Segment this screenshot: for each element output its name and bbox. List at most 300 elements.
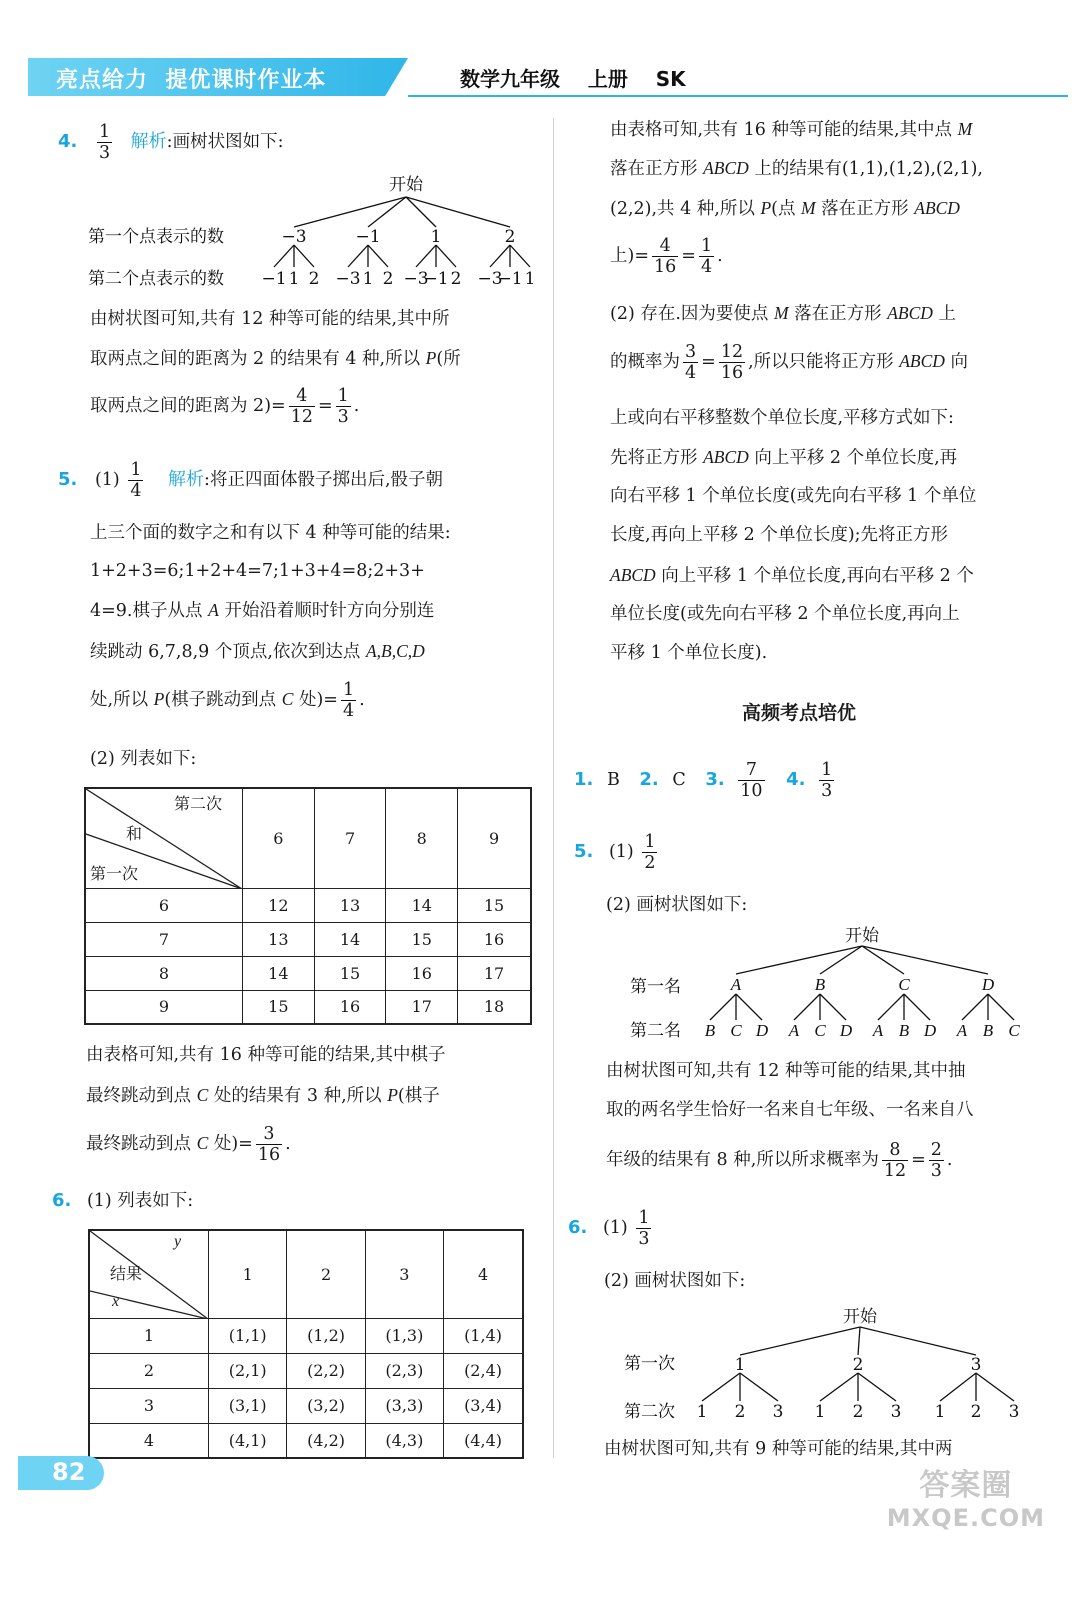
q6-part1-label: (1) 列表如下: <box>86 1191 194 1211</box>
cell: 16 <box>458 922 531 956</box>
r-result-line <box>610 236 723 277</box>
var: C <box>281 689 294 709</box>
var: ABCD <box>703 158 749 178</box>
var: ABCD <box>610 565 656 585</box>
rq5-tree-leaf: D <box>755 1021 769 1040</box>
column-header: 3 <box>365 1230 443 1318</box>
text: 落在正方形 <box>815 199 915 219</box>
q4-text-line: 由树状图可知,共有 12 种等可能的结果,其中所 <box>90 309 450 329</box>
corner-top-label: y <box>174 1233 182 1250</box>
section-heading: 高频考点培优 <box>742 702 857 724</box>
text: 处,所以 <box>90 690 154 710</box>
column-divider <box>553 118 554 1458</box>
q5-answer-fraction <box>128 460 143 501</box>
text: 向上平移 1 个单位长度,再向右平移 2 个 <box>655 566 974 586</box>
cell: (4,3) <box>365 1423 443 1458</box>
var: P <box>425 348 437 368</box>
watermark <box>887 1470 1045 1534</box>
text: 处)= <box>293 690 338 710</box>
r-text-line: 上或向右平移整数个单位长度,平移方式如下: <box>610 408 954 428</box>
corner-bottom-label: x <box>112 1293 120 1310</box>
cell: 14 <box>243 956 315 990</box>
row-header: 3 <box>89 1388 209 1423</box>
q4-tree-leaf: 2 <box>308 269 320 289</box>
fraction <box>882 1140 908 1181</box>
numerator: 4 <box>289 386 315 407</box>
cell: (2,2) <box>287 1353 365 1388</box>
cell: (4,4) <box>444 1423 523 1458</box>
denominator: 16 <box>257 1145 281 1165</box>
answer: C <box>672 770 686 790</box>
cell: (2,4) <box>444 1353 523 1388</box>
r-text-line <box>610 444 957 471</box>
r-text-line <box>610 342 968 383</box>
page-number-tab <box>18 1456 104 1490</box>
numerator: 2 <box>930 1140 942 1160</box>
fraction <box>256 1124 282 1165</box>
rq5-tree-leaf: B <box>898 1021 910 1040</box>
fraction <box>341 680 356 721</box>
rq5-tree-node: B <box>814 975 826 994</box>
fraction <box>699 236 714 277</box>
q4-analysis-tag: 解析 <box>130 131 167 152</box>
var: P <box>760 198 772 218</box>
rq5-part2-label: (2) 画树状图如下: <box>606 895 748 915</box>
var: ABCD <box>914 198 960 218</box>
q4-tree-node: −1 <box>355 227 381 247</box>
denominator: 12 <box>290 407 313 427</box>
table-row <box>89 1423 523 1458</box>
cell: 14 <box>386 888 458 922</box>
rq6-answer-line <box>568 1208 654 1249</box>
table-row <box>85 922 531 956</box>
text: (点 <box>771 199 802 219</box>
var: P <box>153 689 165 709</box>
denominator: 2 <box>644 853 656 873</box>
q4-intro: :画树状图如下: <box>166 132 284 152</box>
denominator: 4 <box>700 257 713 277</box>
text: (所 <box>436 349 461 369</box>
row-header: 1 <box>89 1318 209 1353</box>
var: C <box>196 1133 209 1153</box>
equals: = <box>317 396 333 416</box>
q4-tree-leaf: −3 <box>335 269 361 289</box>
rq6-tree-row2-label: 第二次 <box>624 1402 675 1422</box>
numerator: 7 <box>738 760 764 781</box>
rq5-tree-node: A <box>730 975 742 994</box>
column-header: 6 <box>243 788 315 888</box>
period: . <box>717 246 723 266</box>
page-header <box>28 58 1068 98</box>
q4-tree-node: 2 <box>504 227 516 247</box>
r-text-line: 单位长度(或先向右平移 2 个单位长度,再向上 <box>610 604 960 624</box>
table-row <box>89 1353 523 1388</box>
numerator: 3 <box>256 1124 282 1145</box>
var: A,B,C,D <box>365 641 425 661</box>
rq6-tree-leaf: 3 <box>772 1402 784 1422</box>
text: 处)= <box>208 1134 253 1154</box>
corner-top-label: 第二次 <box>174 794 223 813</box>
text: 落在正方形 <box>788 304 888 324</box>
row-header: 6 <box>85 888 243 922</box>
numerator: 1 <box>638 1208 650 1228</box>
rq5-answer-line <box>574 832 660 873</box>
denominator: 3 <box>638 1229 650 1249</box>
text: 取两点之间的距离为 2)= <box>90 396 286 416</box>
q6-coordinate-table <box>88 1229 524 1459</box>
q5-result-line <box>86 1124 291 1165</box>
cell: (3,1) <box>209 1388 287 1423</box>
rq5-tree-leaf: C <box>1008 1021 1020 1040</box>
corner-mid-label: 结果 <box>110 1264 143 1283</box>
rq5-number: 5. <box>574 841 594 862</box>
var: M <box>957 119 973 139</box>
q4-tree-leaf: 1 <box>524 269 536 289</box>
table-header-row <box>85 788 531 888</box>
rq5-tree-diagram <box>624 926 1064 1046</box>
denominator: 3 <box>337 407 349 427</box>
var: A <box>208 600 219 620</box>
numerator: 12 <box>720 342 744 362</box>
var: C <box>196 1085 209 1105</box>
q5-text-line: 由表格可知,共有 16 种等可能的结果,其中棋子 <box>86 1045 446 1065</box>
text: 上)= <box>610 246 649 266</box>
r-text-line <box>610 562 974 589</box>
rq5-tree-leaf: A <box>956 1021 968 1040</box>
q4-tree-leaf: −3 <box>403 269 429 289</box>
answer-fraction <box>636 1208 651 1249</box>
cell: 13 <box>314 888 386 922</box>
cell: (2,3) <box>365 1353 443 1388</box>
rq6-tree-diagram <box>620 1305 1060 1427</box>
q6-number: 6. <box>52 1190 72 1211</box>
rq5-result-line <box>606 1140 953 1181</box>
r-text-line: 长度,再向上平移 2 个单位长度);先将正方形 <box>610 525 949 545</box>
equals: = <box>681 246 696 266</box>
diagonal-lines <box>90 1231 208 1319</box>
column-header: 8 <box>386 788 458 888</box>
text: 上的结果有(1,1),(1,2),(2,1), <box>748 159 983 179</box>
table-corner-cell <box>89 1230 209 1318</box>
cell: 16 <box>314 990 386 1024</box>
rq5-tree-leaf: C <box>730 1021 742 1040</box>
answer-number: 2. <box>639 769 659 790</box>
cell: 15 <box>314 956 386 990</box>
q4-tree-root: 开始 <box>389 175 423 195</box>
cell: 15 <box>458 888 531 922</box>
column-header: 4 <box>444 1230 523 1318</box>
table-row <box>85 888 531 922</box>
text: (2,2),共 4 种,所以 <box>610 199 761 219</box>
q5-answer-line <box>58 460 443 501</box>
q5-text-line: 上三个面的数字之和有以下 4 种等可能的结果: <box>90 523 451 543</box>
q4-tree-leaf: −1 <box>261 269 287 289</box>
row-header: 2 <box>89 1353 209 1388</box>
rq6-tree-node: 1 <box>734 1355 746 1375</box>
rq6-text-line: 由树状图可知,共有 9 种等可能的结果,其中两 <box>604 1439 953 1459</box>
page-number: 82 <box>52 1458 86 1486</box>
text: 4=9.棋子从点 <box>90 601 209 621</box>
answer-fraction <box>642 832 657 873</box>
part-label: (1) <box>94 470 120 490</box>
header-rule <box>408 95 1068 97</box>
var: ABCD <box>887 303 933 323</box>
q4-tree-leaf: 1 <box>362 269 374 289</box>
table-row <box>89 1318 523 1353</box>
cell: (4,2) <box>287 1423 365 1458</box>
table-row <box>85 956 531 990</box>
answer-number: 4. <box>786 769 806 790</box>
var: M <box>801 198 816 218</box>
numerator: 8 <box>882 1140 908 1161</box>
answer-fraction <box>819 760 834 801</box>
q6-line <box>52 1188 193 1214</box>
rq5-tree-root: 开始 <box>845 926 879 946</box>
numerator: 1 <box>700 236 713 256</box>
table-row <box>89 1388 523 1423</box>
cell: 15 <box>386 922 458 956</box>
q4-tree-leaf: 1 <box>288 269 300 289</box>
rq5-tree-row2-label: 第二名 <box>630 1021 681 1041</box>
cell: (4,1) <box>209 1423 287 1458</box>
q4-number: 4. <box>58 131 78 152</box>
text: (棋子 <box>397 1086 440 1106</box>
q5-text-line <box>90 638 425 665</box>
denominator: 3 <box>98 143 111 163</box>
text: (2) 存在.因为要使点 <box>610 304 774 324</box>
text: 最终跳动到点 <box>86 1086 197 1106</box>
var: ABCD <box>703 447 749 467</box>
cell: 18 <box>458 990 531 1024</box>
text: 上 <box>932 304 956 324</box>
rq6-tree-leaf: 3 <box>890 1402 902 1422</box>
cell: (1,4) <box>444 1318 523 1353</box>
row-header: 7 <box>85 922 243 956</box>
q5-text-line: 1+2+3=6;1+2+4=7;1+3+4=8;2+3+ <box>90 561 425 581</box>
text: 的概率为 <box>610 352 680 372</box>
r-text-line <box>610 116 972 143</box>
text: 年级的结果有 8 种,所以所求概率为 <box>606 1150 879 1170</box>
column-header: 1 <box>209 1230 287 1318</box>
rq6-tree-row1-label: 第一次 <box>624 1354 675 1374</box>
q4-tree-node: 1 <box>430 227 442 247</box>
rq5-tree-edges <box>710 946 1014 1020</box>
cell: 17 <box>458 956 531 990</box>
q4-tree-leaf: 2 <box>450 269 462 289</box>
rq5-tree-row1-label: 第一名 <box>630 977 681 997</box>
cell: 15 <box>243 990 315 1024</box>
rq6-tree-leaf: 3 <box>1008 1402 1020 1422</box>
cell: (3,2) <box>287 1388 365 1423</box>
q5-text-line <box>86 1082 440 1109</box>
fraction <box>652 236 678 277</box>
corner-mid-label: 和 <box>126 824 143 843</box>
period: . <box>285 1134 291 1154</box>
denominator: 3 <box>930 1161 942 1181</box>
rq6-tree-leaf: 1 <box>814 1402 826 1422</box>
text: 先将正方形 <box>610 448 704 468</box>
q4-text-line <box>90 345 461 372</box>
rq5-text-line: 由树状图可知,共有 12 种等可能的结果,其中抽 <box>606 1061 966 1081</box>
watermark-logo-text: 答案圈 <box>919 1468 1013 1503</box>
q5-text-line <box>90 597 434 624</box>
answer-number: 1. <box>574 769 594 790</box>
q5-result-line <box>90 680 365 721</box>
rq6-number: 6. <box>568 1217 588 1238</box>
cell: 14 <box>314 922 386 956</box>
rq6-tree-node: 2 <box>852 1355 864 1375</box>
rq5-tree-leaf: B <box>704 1021 716 1040</box>
rq6-tree-root: 开始 <box>843 1307 877 1327</box>
q4-tree-diagram <box>86 172 546 292</box>
q4-tree-leaf: 2 <box>382 269 394 289</box>
numerator: 1 <box>821 760 833 780</box>
fraction <box>929 1140 944 1181</box>
q4-tree-leaf: −3 <box>477 269 503 289</box>
period: . <box>353 396 360 416</box>
q5-analysis-tag: 解析 <box>168 469 205 490</box>
rq5-tree-node: C <box>898 975 910 994</box>
q4-tree-node: −3 <box>281 227 307 247</box>
column-header: 9 <box>458 788 531 888</box>
cell: (3,4) <box>444 1388 523 1423</box>
q5-number: 5. <box>58 469 78 490</box>
fraction <box>336 386 351 427</box>
text: (棋子跳动到点 <box>164 690 282 710</box>
cell: (1,3) <box>365 1318 443 1353</box>
rq6-tree-leaf: 2 <box>970 1402 982 1422</box>
text: 落在正方形 <box>610 159 704 179</box>
rq5-tree-leaf: C <box>814 1021 826 1040</box>
numerator: 3 <box>685 342 697 362</box>
cell: 16 <box>386 956 458 990</box>
rq5-tree-leaf: D <box>923 1021 937 1040</box>
row-header: 4 <box>89 1423 209 1458</box>
cell: 12 <box>243 888 315 922</box>
numerator: 1 <box>342 680 355 700</box>
cell: (1,1) <box>209 1318 287 1353</box>
column-header: 7 <box>314 788 386 888</box>
part-label: (1) <box>608 842 634 862</box>
corner-bottom-label: 第一次 <box>90 864 139 883</box>
denominator: 4 <box>130 481 142 501</box>
answer: B <box>606 770 620 790</box>
rq5-tree-leaf: A <box>872 1021 884 1040</box>
cell: (3,3) <box>365 1388 443 1423</box>
rq5-tree-leaf: D <box>839 1021 853 1040</box>
var: M <box>773 303 789 323</box>
book-subtitle: 数学九年级 上册 SK <box>460 67 686 91</box>
rq5-tree-node: D <box>981 975 995 994</box>
numerator: 1 <box>644 832 656 852</box>
table-row <box>85 990 531 1024</box>
text: 向 <box>944 352 968 372</box>
denominator: 12 <box>883 1161 907 1181</box>
fraction <box>289 386 315 427</box>
cell: (2,1) <box>209 1353 287 1388</box>
row-header: 9 <box>85 990 243 1024</box>
text: 最终跳动到点 <box>86 1134 197 1154</box>
denominator: 4 <box>685 363 697 383</box>
r-text-line <box>610 195 960 222</box>
denominator: 16 <box>720 363 744 383</box>
text: 处的结果有 3 种,所以 <box>208 1086 388 1106</box>
numerator: 1 <box>337 386 349 406</box>
rq6-tree-leaf: 1 <box>934 1402 946 1422</box>
text: 续跳动 6,7,8,9 个顶点,依次到达点 <box>90 642 366 662</box>
q5-part2-label: (2) 列表如下: <box>90 749 197 769</box>
answer-fraction <box>738 760 764 801</box>
q4-tree-leaf: −1 <box>497 269 523 289</box>
period: . <box>359 690 365 710</box>
numerator: 1 <box>98 122 111 142</box>
denominator: 16 <box>654 257 677 277</box>
var: ABCD <box>899 351 945 371</box>
q4-tree-edges <box>274 197 530 267</box>
q4-answer-line <box>58 122 283 163</box>
rq6-tree-node: 3 <box>970 1355 982 1375</box>
rq6-part2-label: (2) 画树状图如下: <box>604 1271 746 1291</box>
fraction <box>719 342 745 383</box>
rq5-tree-leaf: A <box>788 1021 800 1040</box>
denominator: 3 <box>821 781 833 801</box>
q4-tree-leaf: −1 <box>423 269 449 289</box>
table-header-row <box>89 1230 523 1318</box>
text: 向上平移 2 个单位长度,再 <box>748 448 958 468</box>
text: 由表格可知,共有 16 种等可能的结果,其中点 <box>610 120 958 140</box>
rq5-text-line: 取的两名学生恰好一名来自七年级、一名来自八 <box>606 1100 974 1120</box>
watermark-domain: MXQE.COM <box>886 1504 1045 1532</box>
text: 开始沿着顺时针方向分别连 <box>218 601 435 621</box>
numerator: 1 <box>130 460 142 480</box>
rq6-tree-leaf: 2 <box>734 1402 746 1422</box>
cell: 17 <box>386 990 458 1024</box>
rq6-tree-leaf: 1 <box>696 1402 708 1422</box>
numerator: 4 <box>652 236 678 257</box>
var: P <box>387 1085 398 1105</box>
q4-answer-fraction <box>97 122 112 163</box>
r-text-line <box>610 155 983 182</box>
equals: = <box>911 1150 926 1170</box>
denominator: 10 <box>740 781 763 801</box>
equals: = <box>701 352 716 372</box>
q5-sum-table <box>84 787 532 1025</box>
rq6-tree-leaf: 2 <box>852 1402 864 1422</box>
denominator: 4 <box>342 701 355 721</box>
q4-result-line <box>90 386 359 427</box>
book-title: 亮点给力 提优课时作业本 <box>56 68 327 93</box>
r-text-line: 平移 1 个单位长度). <box>610 643 768 663</box>
text: :将正四面体骰子掷出后,骰子朝 <box>204 470 444 490</box>
answer-number: 3. <box>705 769 725 790</box>
quick-answers-row <box>574 760 837 801</box>
period: . <box>946 1150 953 1170</box>
fraction <box>683 342 698 383</box>
cell: 13 <box>243 922 315 956</box>
rq5-tree-leaf: B <box>982 1021 994 1040</box>
text: ,所以只能将正方形 <box>748 352 900 372</box>
r-text-line <box>610 300 956 327</box>
column-header: 2 <box>287 1230 365 1318</box>
text: 取两点之间的距离为 2 的结果有 4 种,所以 <box>90 349 426 369</box>
q4-tree-row2-label: 第二个点表示的数 <box>88 269 224 289</box>
part-label: (1) <box>602 1218 628 1238</box>
row-header: 8 <box>85 956 243 990</box>
cell: (1,2) <box>287 1318 365 1353</box>
q4-tree-row1-label: 第一个点表示的数 <box>88 227 224 247</box>
r-text-line: 向右平移 1 个单位长度(或先向右平移 1 个单位 <box>610 486 977 506</box>
table-corner-cell <box>85 788 243 888</box>
